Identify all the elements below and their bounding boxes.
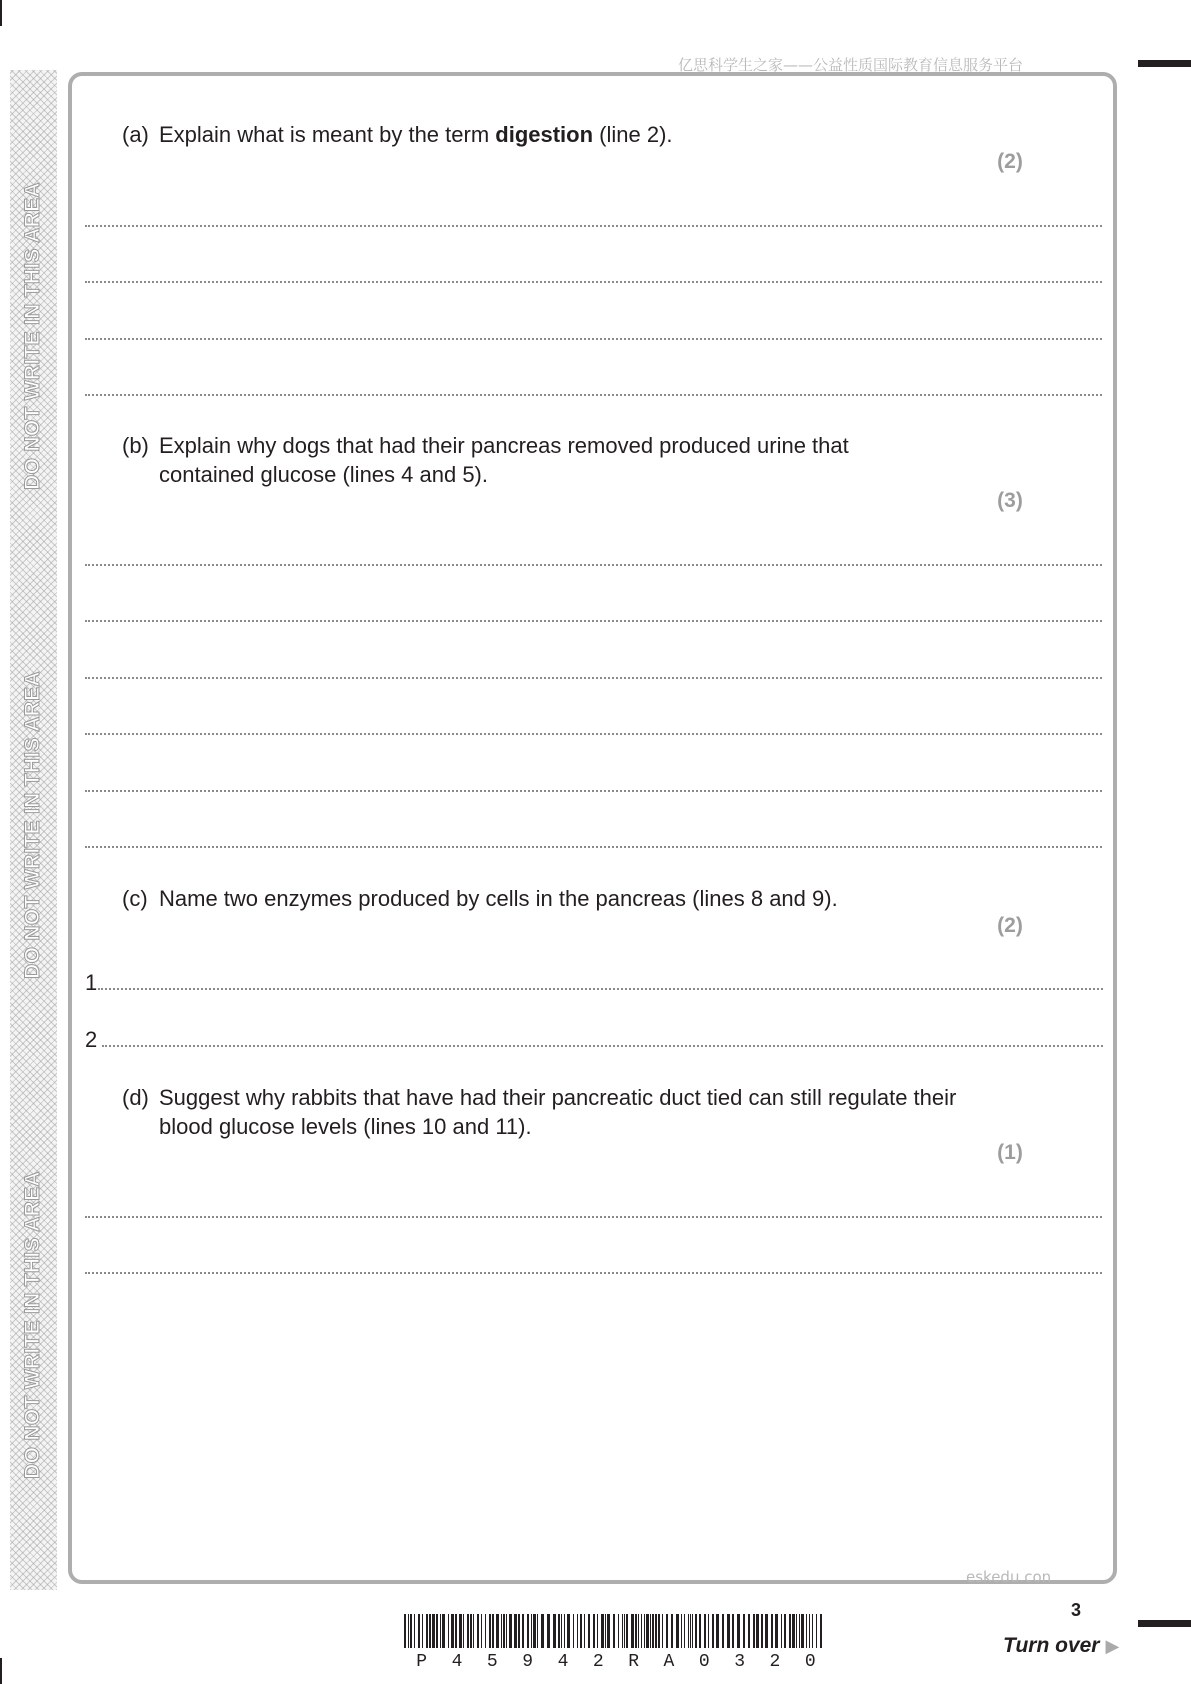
marks-label: (1) [997, 1141, 1023, 1164]
edge-bar-top [1138, 60, 1191, 67]
answer-line[interactable] [85, 1216, 1102, 1218]
barcode-text [404, 1652, 828, 1672]
turn-over-text: Turn over [1003, 1634, 1100, 1657]
question-text: Suggest why rabbits that have had their pancreatic duct tied can still regulate their [159, 1085, 957, 1110]
barcode-char: 2 [769, 1652, 781, 1672]
answer-line[interactable] [98, 988, 1103, 990]
crop-mark [0, 0, 2, 26]
answer-line[interactable] [85, 225, 1102, 227]
marks-label: (2) [997, 914, 1023, 937]
answer-line[interactable] [85, 281, 1102, 283]
answer-number: 2 [85, 1027, 98, 1052]
answer-line[interactable] [85, 394, 1102, 396]
answer-line[interactable] [85, 846, 1102, 848]
question-b [122, 431, 849, 489]
barcode-char: 3 [734, 1652, 746, 1672]
question-text: Explain why dogs that had their pancreas removed produced urine that [159, 433, 849, 458]
answer-line[interactable] [85, 733, 1102, 735]
margin-warning-label: DO NOT WRITE IN THIS AREA [21, 1171, 44, 1479]
marks-label: (2) [997, 150, 1023, 173]
footer-watermark: eskedu.con [966, 1568, 1052, 1586]
barcode-char: 5 [486, 1652, 498, 1672]
answer-line[interactable] [85, 790, 1102, 792]
margin-warning-label: DO NOT WRITE IN THIS AREA [21, 671, 44, 979]
source-watermark: 亿思科学生之家——公益性质国际教育信息服务平台 [678, 56, 1024, 74]
edge-bar-bottom [1138, 1620, 1191, 1627]
barcode-icon [404, 1614, 828, 1648]
question-text: Name two enzymes produced by cells in the pancreas (lines 8 and 9). [159, 886, 838, 911]
question-text: Explain what is meant by the term [159, 122, 496, 147]
answer-line[interactable] [85, 564, 1102, 566]
answer-line[interactable] [85, 620, 1102, 622]
barcode-char: 0 [698, 1652, 710, 1672]
question-a [122, 120, 673, 149]
triangle-right-icon: ▶ [1105, 1636, 1120, 1656]
barcode-char: 9 [522, 1652, 534, 1672]
barcode-char: 0 [804, 1652, 816, 1672]
barcode-char: 4 [451, 1652, 463, 1672]
answer-line[interactable] [85, 677, 1102, 679]
question-label: (c) [122, 886, 148, 911]
question-keyword: digestion [495, 122, 594, 147]
question-d [122, 1083, 956, 1141]
margin-warning-label: DO NOT WRITE IN THIS AREA [21, 182, 44, 490]
answer-line[interactable] [85, 338, 1102, 340]
answer-line[interactable] [85, 1272, 1102, 1274]
question-text: (line 2). [593, 122, 673, 147]
crop-mark [0, 1658, 2, 1684]
barcode-char: P [416, 1652, 428, 1672]
question-text: contained glucose (lines 4 and 5). [159, 462, 488, 487]
answer-line[interactable] [102, 1045, 1103, 1047]
question-label: (d) [122, 1085, 149, 1110]
question-label: (a) [122, 122, 149, 147]
question-label: (b) [122, 433, 149, 458]
marks-label: (3) [997, 489, 1023, 512]
barcode-char: 4 [557, 1652, 569, 1672]
question-text: blood glucose levels (lines 10 and 11). [159, 1114, 532, 1139]
barcode-char: A [663, 1652, 675, 1672]
barcode-char: 2 [592, 1652, 604, 1672]
barcode-char: R [628, 1652, 640, 1672]
answer-number: 1 [85, 970, 98, 995]
answer-frame [68, 72, 1117, 1584]
turn-over-label [1003, 1634, 1119, 1658]
page-number: 3 [1071, 1600, 1082, 1620]
question-c [122, 884, 838, 913]
